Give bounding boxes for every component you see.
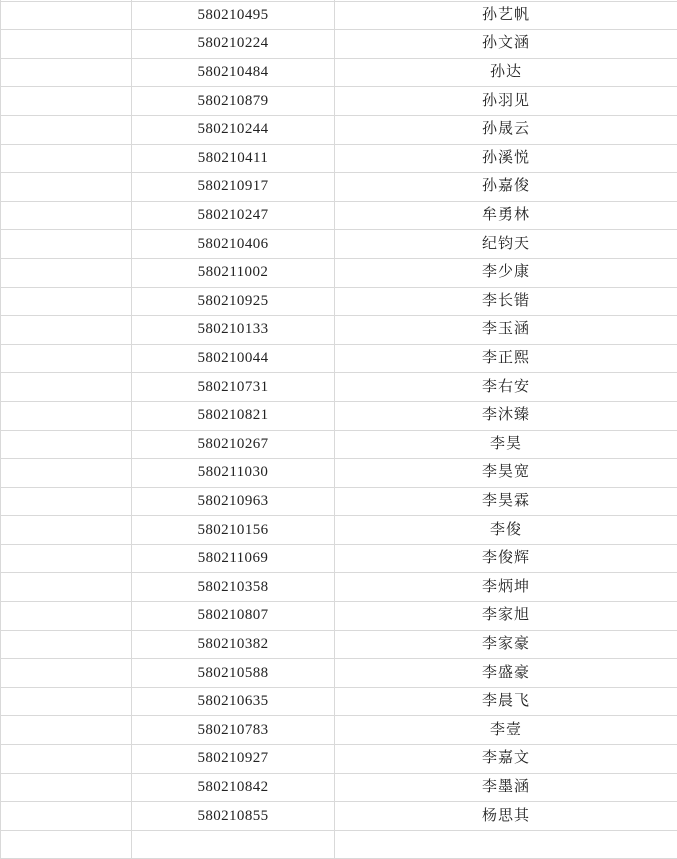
table-row <box>1 516 677 545</box>
row-index-cell <box>1 573 132 602</box>
candidate-id-cell: 580210484 <box>132 58 335 87</box>
candidate-id-cell: 580210842 <box>132 773 335 802</box>
row-index-cell <box>1 316 132 345</box>
candidate-name-cell: 李家旭 <box>335 602 677 631</box>
candidate-name-cell: 孙晟云 <box>335 115 677 144</box>
candidate-id-cell: 580210406 <box>132 230 335 259</box>
candidate-name-cell: 孙羽见 <box>335 87 677 116</box>
row-index-cell <box>1 401 132 430</box>
row-index-cell <box>1 659 132 688</box>
candidate-id-cell: 580211002 <box>132 258 335 287</box>
row-index-cell <box>1 745 132 774</box>
candidate-id-cell: 580210247 <box>132 201 335 230</box>
candidate-name-cell: 孙艺帆 <box>335 1 677 30</box>
candidate-id-cell: 580211069 <box>132 544 335 573</box>
candidate-id-cell: 580210495 <box>132 1 335 30</box>
candidate-id-cell: 580210807 <box>132 602 335 631</box>
candidate-name-cell: 孙溪悦 <box>335 144 677 173</box>
candidate-id-cell: 580211030 <box>132 459 335 488</box>
candidate-name-cell: 李壹 <box>335 716 677 745</box>
candidate-id-cell: 580210917 <box>132 173 335 202</box>
table-row <box>1 487 677 516</box>
candidate-id-cell: 580210925 <box>132 287 335 316</box>
candidate-name-cell: 李盛豪 <box>335 659 677 688</box>
table-row <box>1 144 677 173</box>
candidate-name-cell: 李嘉文 <box>335 745 677 774</box>
candidate-name-cell: 孙达 <box>335 58 677 87</box>
candidate-name-cell: 李炳坤 <box>335 573 677 602</box>
row-index-cell <box>1 516 132 545</box>
row-index-cell <box>1 602 132 631</box>
candidate-name-cell: 李俊 <box>335 516 677 545</box>
table-row <box>1 401 677 430</box>
candidate-name-cell: 李昊霖 <box>335 487 677 516</box>
row-index-cell <box>1 773 132 802</box>
table-row <box>1 602 677 631</box>
candidate-name-cell: 杨思其 <box>335 802 677 831</box>
table-row <box>1 745 677 774</box>
table-row <box>1 716 677 745</box>
candidate-name-cell: 孙嘉俊 <box>335 173 677 202</box>
table-row <box>1 659 677 688</box>
row-index-cell <box>1 230 132 259</box>
table-row <box>1 459 677 488</box>
candidate-id-cell: 580210821 <box>132 401 335 430</box>
table-row <box>1 115 677 144</box>
candidate-id-cell: 580210133 <box>132 316 335 345</box>
candidate-name-cell: 李家豪 <box>335 630 677 659</box>
row-index-cell <box>1 373 132 402</box>
candidate-name-cell: 孙文涵 <box>335 30 677 59</box>
candidate-id-cell: 580210244 <box>132 115 335 144</box>
candidate-id-cell: 580210963 <box>132 487 335 516</box>
row-index-cell <box>1 173 132 202</box>
row-index-cell <box>1 30 132 59</box>
candidate-name-cell: 李昊 <box>335 430 677 459</box>
row-index-cell <box>1 87 132 116</box>
table-row <box>1 544 677 573</box>
candidate-name-cell: 李俊辉 <box>335 544 677 573</box>
roster-table-body <box>1 0 677 859</box>
row-index-cell <box>1 1 132 30</box>
candidate-name-cell <box>335 830 677 859</box>
table-row <box>1 258 677 287</box>
table-row <box>1 802 677 831</box>
table-row <box>1 430 677 459</box>
candidate-id-cell: 580210783 <box>132 716 335 745</box>
candidate-name-cell: 李玉涵 <box>335 316 677 345</box>
row-index-cell <box>1 144 132 173</box>
table-row <box>1 58 677 87</box>
candidate-id-cell: 580210927 <box>132 745 335 774</box>
candidate-id-cell: 580210588 <box>132 659 335 688</box>
table-row <box>1 573 677 602</box>
table-row <box>1 687 677 716</box>
candidate-id-cell: 580210635 <box>132 687 335 716</box>
candidate-id-cell: 580210267 <box>132 430 335 459</box>
row-index-cell <box>1 344 132 373</box>
candidate-name-cell: 李沐臻 <box>335 401 677 430</box>
row-index-cell <box>1 201 132 230</box>
table-row <box>1 287 677 316</box>
candidate-id-cell: 580210731 <box>132 373 335 402</box>
row-index-cell <box>1 830 132 859</box>
row-index-cell <box>1 430 132 459</box>
row-index-cell <box>1 630 132 659</box>
row-index-cell <box>1 258 132 287</box>
row-index-cell <box>1 487 132 516</box>
table-row <box>1 316 677 345</box>
row-index-cell <box>1 716 132 745</box>
table-row <box>1 630 677 659</box>
candidate-name-cell: 纪钧天 <box>335 230 677 259</box>
row-index-cell <box>1 115 132 144</box>
candidate-name-cell: 李昊宽 <box>335 459 677 488</box>
candidate-name-cell: 李晨飞 <box>335 687 677 716</box>
candidate-name-cell: 李右安 <box>335 373 677 402</box>
row-index-cell <box>1 287 132 316</box>
row-index-cell <box>1 687 132 716</box>
candidate-id-cell: 580210411 <box>132 144 335 173</box>
table-row <box>1 344 677 373</box>
candidate-name-cell: 李墨涵 <box>335 773 677 802</box>
table-row <box>1 830 677 859</box>
table-row <box>1 230 677 259</box>
table-row <box>1 30 677 59</box>
row-index-cell <box>1 802 132 831</box>
candidate-id-cell: 580210382 <box>132 630 335 659</box>
candidate-id-cell: 580210156 <box>132 516 335 545</box>
candidate-name-cell: 牟勇林 <box>335 201 677 230</box>
row-index-cell <box>1 58 132 87</box>
candidate-name-cell: 李少康 <box>335 258 677 287</box>
candidate-id-cell <box>132 830 335 859</box>
table-row <box>1 1 677 30</box>
candidate-id-cell: 580210855 <box>132 802 335 831</box>
table-row <box>1 201 677 230</box>
table-row <box>1 773 677 802</box>
candidate-name-cell: 李正熙 <box>335 344 677 373</box>
candidate-id-cell: 580210358 <box>132 573 335 602</box>
candidate-id-cell: 580210044 <box>132 344 335 373</box>
table-row <box>1 87 677 116</box>
candidate-id-cell: 580210879 <box>132 87 335 116</box>
table-row <box>1 173 677 202</box>
table-row <box>1 373 677 402</box>
candidate-name-cell: 李长锴 <box>335 287 677 316</box>
candidate-id-cell: 580210224 <box>132 30 335 59</box>
row-index-cell <box>1 544 132 573</box>
row-index-cell <box>1 459 132 488</box>
